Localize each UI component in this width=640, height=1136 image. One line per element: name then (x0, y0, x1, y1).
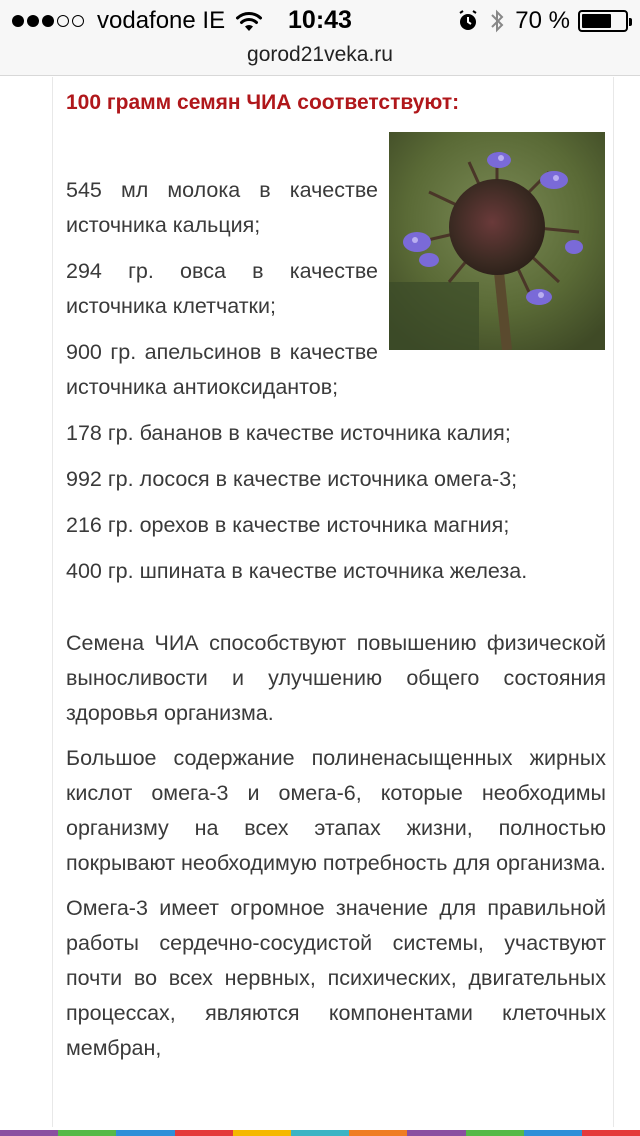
color-strip-segment (582, 1130, 640, 1136)
url-text[interactable]: gorod21veka.ru (247, 43, 393, 66)
color-strip-segment (524, 1130, 582, 1136)
status-left (12, 7, 263, 35)
list-item: 178 гр. бананов в качестве источника калия; (66, 421, 511, 445)
signal-strength-icon (12, 15, 87, 27)
clock: 10:43 (288, 6, 352, 34)
status-right (457, 7, 628, 35)
list-item: 294 гр. овса в качестве источника клетчатки; (66, 259, 378, 318)
signal-dot (27, 15, 39, 27)
color-strip-segment (466, 1130, 524, 1136)
color-strip (0, 1130, 640, 1136)
color-strip-segment (175, 1130, 233, 1136)
list-item: 992 гр. лосося в качестве источника омега-3; (66, 467, 518, 491)
article (66, 77, 606, 1076)
signal-dot (12, 15, 24, 27)
wifi-icon (235, 10, 263, 32)
carrier-name: vodafone IE (97, 7, 226, 34)
bluetooth-icon (489, 9, 505, 33)
battery-icon (578, 10, 628, 32)
battery-level (582, 14, 611, 28)
signal-dot (72, 15, 84, 27)
battery-percent: 70 % (515, 7, 570, 34)
address-bar[interactable] (0, 40, 640, 76)
color-strip-segment (407, 1130, 465, 1136)
status-bar (0, 0, 640, 40)
color-strip-segment (0, 1130, 58, 1136)
color-strip-segment (349, 1130, 407, 1136)
signal-dot (42, 15, 54, 27)
list-item: 900 гр. апельсинов в качестве источника антиоксидантов; (66, 340, 378, 399)
color-strip-segment (58, 1130, 116, 1136)
color-strip-segment (116, 1130, 174, 1136)
color-strip-segment (233, 1130, 291, 1136)
color-strip-segment (291, 1130, 349, 1136)
list-item: 216 гр. орехов в качестве источника магния; (66, 513, 510, 537)
paragraph: Большое содержание полиненасыщенных жирных кислот омега-3 и омега-6, которые необходимы организму на всех этапах жизни, полностью покрывают необходимую потребность для организма. (66, 746, 606, 875)
chia-flower-photo (389, 132, 605, 350)
list-item: 400 гр. шпината в качестве источника железа. (66, 559, 528, 583)
paragraph: Омега-3 имеет огромное значение для правильной работы сердечно-сосудистой системы, участвуют почти во всех нервных, психических, двигательных процессах, являются компонентами клеточных мембран, (66, 896, 606, 1060)
article-heading: 100 грамм семян ЧИА соответствуют: (66, 91, 460, 114)
signal-dot (57, 15, 69, 27)
alarm-icon (457, 10, 479, 32)
paragraph: Семена ЧИА способствуют повышению физической выносливости и улучшению общего состояния здоровья организма. (66, 631, 606, 725)
list-item: 545 мл молока в качестве источника кальция; (66, 178, 378, 237)
